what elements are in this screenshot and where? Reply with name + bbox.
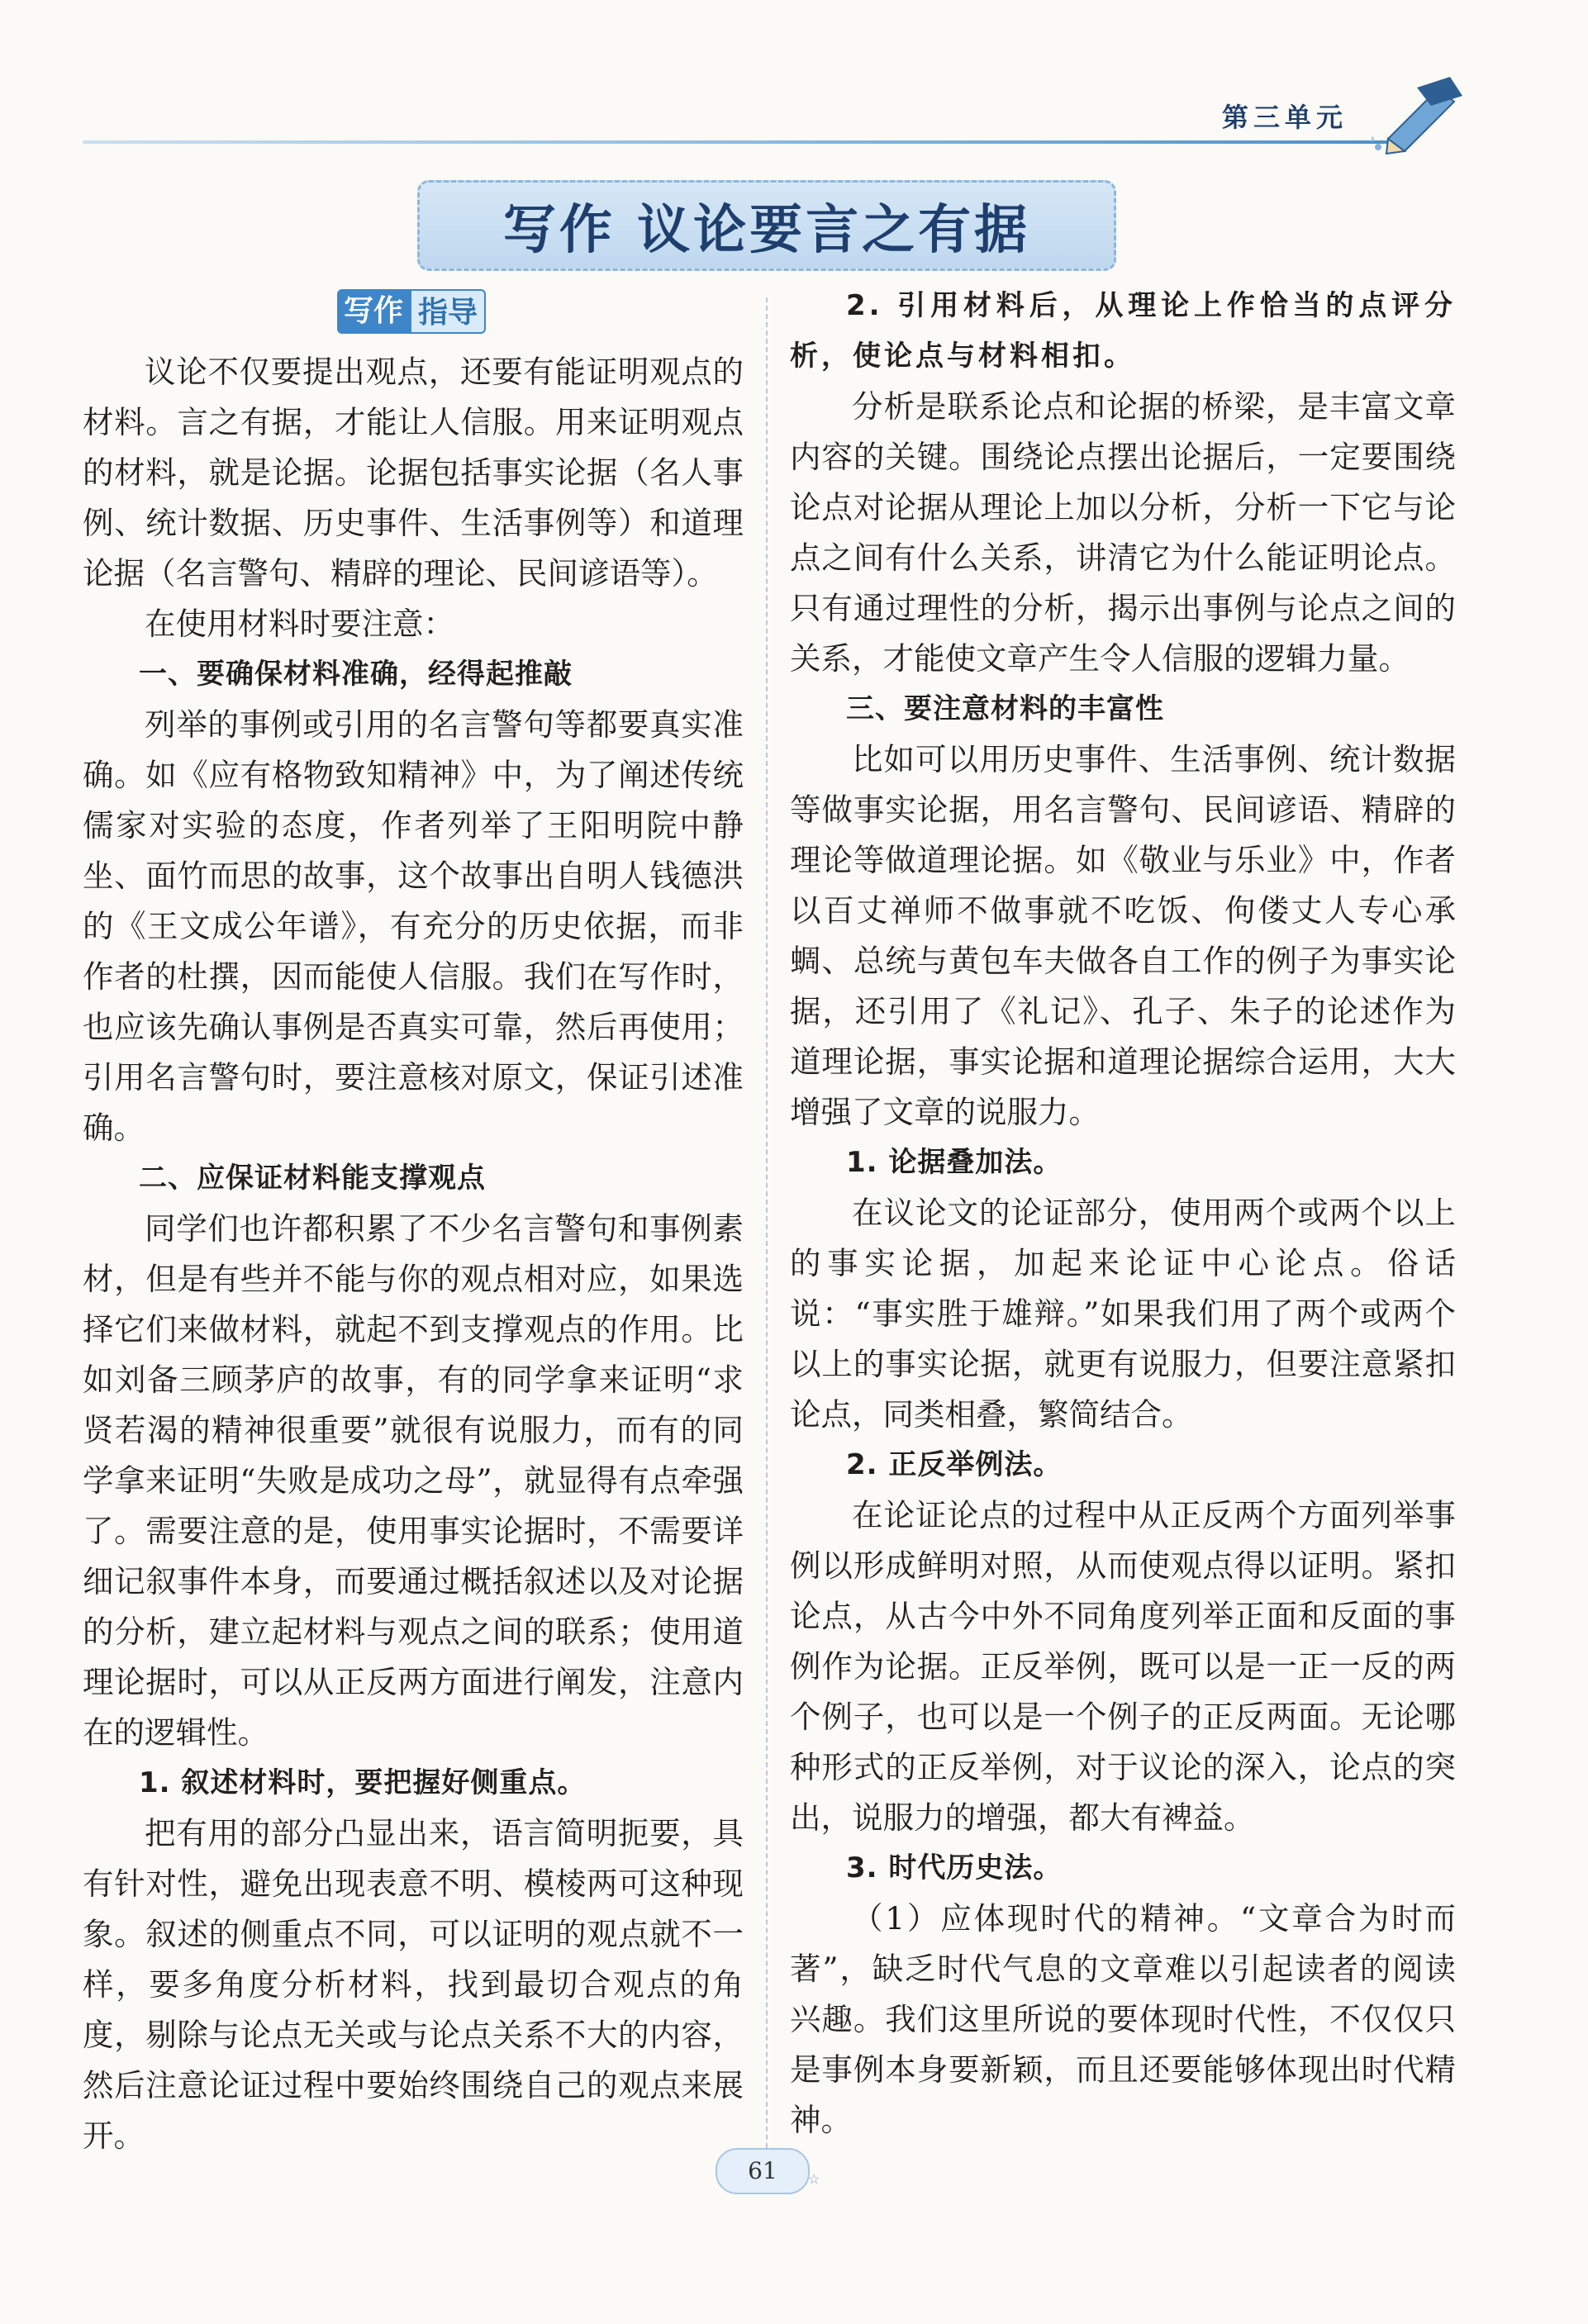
paragraph: 议论不仅要提出观点，还要有能证明观点的材料。言之有据，才能让人信服。用来证明观点的材料，就是论据。论据包括事实论据（名人事例、统计数据、历史事件、生活事例等）和道理论据（名言警句、精辟的理论、民间谚语等）。 <box>83 354 744 592</box>
section-heading: 1. 论据叠加法。 <box>846 1146 1063 1179</box>
section-heading: 二、应保证材料能支撑观点 <box>139 1162 486 1195</box>
paragraph: （1）应体现时代的精神。“文章合为时而著”，缺乏时代气息的文章难以引起读者的阅读兴趣。我们这里所说的要体现时代性，不仅仅只是事例本身要新颖，而且还要能够体现出时代精神。 <box>790 1900 1456 2138</box>
section-heading: 2. 引用材料后，从理论上作恰当的点评分析，使论点与材料相扣。 <box>790 289 1456 373</box>
paragraph: 在论证论点的过程中从正反两个方面列举事例以形成鲜明对照，从而使观点得以证明。紧扣论点，从古今中外不同角度列举正面和反面的事例作为论据。正反举例，既可以是一正一反的两个例子，也可以是一个例子的正反两面。无论哪种形式的正反举例，对于议论的深入，论点的突出，说服力的增强，都大有裨益。 <box>790 1497 1456 1836</box>
star-icon: ☆ <box>808 2171 820 2187</box>
paragraph: 把有用的部分凸显出来，语言简明扼要，具有针对性，避免出现表意不明、模棱两可这种现象。叙述的侧重点不同，可以证明的观点就不一样，要多角度分析材料，找到最切合观点的角度，剔除与论点无关或与论点关系不大的内容，然后注意论证过程中要始终围绕自己的观点来展开。 <box>83 1815 744 2154</box>
paragraph: 同学们也许都积累了不少名言警句和事例素材，但是有些并不能与你的观点相对应，如果选择它们来做材料，就起不到支撑观点的作用。比如刘备三顾茅庐的故事，有的同学拿来证明“求贤若渴的精神很重要”就很有说服力，而有的同学拿来证明“失败是成功之母”，就显得有点牵强了。需要注意的是，使用事实论据时，不需要详细记叙事件本身，而要通过概括叙述以及对论据的分析，建立起材料与观点之间的联系；使用道理论据时，可以从正反两方面进行阐发，注意内在的逻辑性。 <box>83 1210 744 1751</box>
section-heading: 一、要确保材料准确，经得起推敲 <box>139 658 573 691</box>
page-number: 61 <box>716 2148 810 2194</box>
page-title: 写作 议论要言之有据 <box>502 199 1031 261</box>
guide-badge-part1: 写作 <box>337 289 410 334</box>
pencil-cap-icon <box>1372 73 1471 155</box>
section-heading: 1. 叙述材料时，要把握好侧重点。 <box>139 1766 587 1799</box>
paragraph: 在使用材料时要注意： <box>145 606 454 642</box>
left-column <box>83 347 744 2161</box>
guide-badge-part2: 指导 <box>410 289 486 334</box>
section-heading: 3. 时代历史法。 <box>846 1851 1063 1884</box>
paragraph: 列举的事例或引用的名言警句等都要真实准确。如《应有格物致知精神》中，为了阐述传统儒家对实验的态度，作者列举了王阳明院中静坐、面竹而思的故事，这个故事出自明人钱德洪的《王文成公年谱》，有充分的历史依据，而非作者的杜撰，因而能使人信服。我们在写作时，也应该先确认事例是否真实可靠，然后再使用；引用名言警句时，要注意核对原文，保证引述准确。 <box>83 706 744 1146</box>
section-heading: 三、要注意材料的丰富性 <box>846 692 1164 725</box>
right-column <box>790 281 1456 2146</box>
paragraph: 分析是联系论点和论据的桥梁，是丰富文章内容的关键。围绕论点摆出论据后，一定要围绕论点对论据从理论上加以分析，分析一下它与论点之间有什么关系，讲清它为什么能证明论点。只有通过理性的分析，揭示出事例与论点之间的关系，才能使文章产生令人信服的逻辑力量。 <box>790 388 1456 677</box>
section-heading: 2. 正反举例法。 <box>846 1448 1063 1481</box>
header-rule <box>83 140 1405 144</box>
paragraph: 在议论文的论证部分，使用两个或两个以上的事实论据，加起来论证中心论点。俗话说：“事实胜于雄辩。”如果我们用了两个或两个以上的事实论据，就更有说服力，但要注意紧扣论点，同类相叠，繁简结合。 <box>790 1195 1456 1433</box>
paragraph: 比如可以用历史事件、生活事例、统计数据等做事实论据，用名言警句、民间谚语、精辟的理论等做道理论据。如《敬业与乐业》中，作者以百丈禅师不做事就不吃饭、佝偻丈人专心承蜩、总统与黄包车夫做各自工作的例子为事实论据，还引用了《礼记》、孔子、朱子的论述作为道理论据，事实论据和道理论据综合运用，大大增强了文章的说服力。 <box>790 741 1456 1130</box>
writing-guide-badge <box>337 289 486 334</box>
unit-label: 第三单元 <box>1221 102 1348 133</box>
title-box <box>417 180 1116 271</box>
column-divider <box>766 297 768 2189</box>
